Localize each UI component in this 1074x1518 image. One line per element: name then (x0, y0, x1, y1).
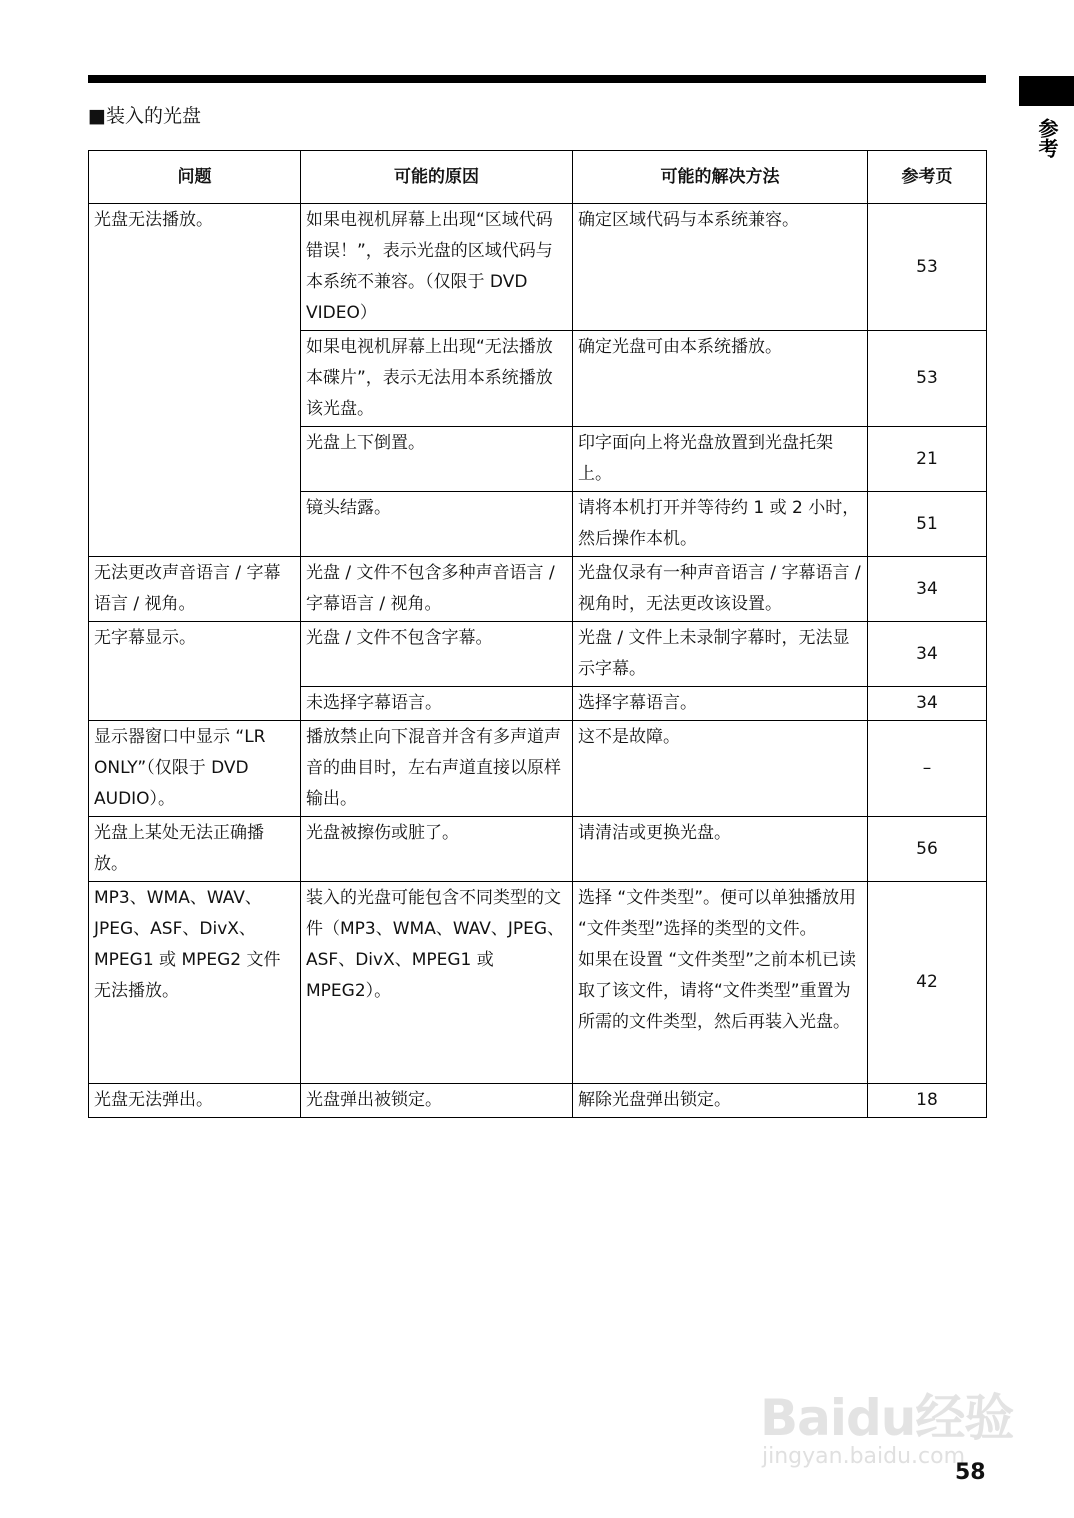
ref-cell: 53 (868, 331, 987, 427)
cause-cell: 光盘 / 文件不包含多种声音语言 / 字幕语言 / 视角。 (301, 557, 573, 622)
table-row (89, 1084, 987, 1118)
ref-cell: – (868, 721, 987, 817)
solution-paragraph: 选择 “文件类型”。便可以单独播放用 “文件类型”选择的类型的文件。 (578, 888, 857, 939)
side-tab (1019, 76, 1074, 106)
problem-cell: MP3、WMA、WAV、JPEG、ASF、DivX、MPEG1 或 MPEG2 文件无法播放。 (89, 882, 301, 1084)
ref-cell: 18 (868, 1084, 987, 1118)
cause-cell: 光盘 / 文件不包含字幕。 (301, 622, 573, 687)
cause-cell: 装入的光盘可能包含不同类型的文件（MP3、WMA、WAV、JPEG、ASF、DivX、MPEG1 或 MPEG2）。 (301, 882, 573, 1084)
cause-cell: 光盘弹出被锁定。 (301, 1084, 573, 1118)
ref-cell: 34 (868, 622, 987, 687)
solution-cell: 光盘仅录有一种声音语言 / 字幕语言 / 视角时，无法更改该设置。 (573, 557, 868, 622)
solution-cell: 确定光盘可由本系统播放。 (573, 331, 868, 427)
solution-cell: 印字面向上将光盘放置到光盘托架上。 (573, 427, 868, 492)
side-label: 参考 (1035, 118, 1059, 158)
solution-cell: 这不是故障。 (573, 721, 868, 817)
problem-cell: 光盘上某处无法正确播放。 (89, 817, 301, 882)
table-row (89, 622, 987, 687)
ref-cell: 21 (868, 427, 987, 492)
table-row (89, 721, 987, 817)
ref-cell: 56 (868, 817, 987, 882)
table-row (89, 817, 987, 882)
problem-cell: 光盘无法播放。 (89, 204, 301, 557)
troubleshooting-table (88, 150, 987, 1118)
cause-cell: 镜头结露。 (301, 492, 573, 557)
cause-cell: 光盘上下倒置。 (301, 427, 573, 492)
watermark-logo: Baidu经验 (760, 1389, 1014, 1447)
cause-cell: 如果电视机屏幕上出现“区域代码错误！”，表示光盘的区域代码与本系统不兼容。（仅限于 DVD VIDEO） (301, 204, 573, 331)
solution-cell: 选择字幕语言。 (573, 687, 868, 721)
ref-cell: 34 (868, 557, 987, 622)
problem-cell: 显示器窗口中显示 “LR ONLY”（仅限于 DVD AUDIO）。 (89, 721, 301, 817)
table-header-row (89, 151, 987, 204)
table-row (89, 882, 987, 1084)
ref-cell: 53 (868, 204, 987, 331)
header-solution: 可能的解决方法 (573, 151, 868, 204)
cause-cell: 光盘被擦伤或脏了。 (301, 817, 573, 882)
header-ref: 参考页 (868, 151, 987, 204)
ref-cell: 51 (868, 492, 987, 557)
header-problem: 问题 (89, 151, 301, 204)
top-rule (88, 75, 986, 83)
header-cause: 可能的原因 (301, 151, 573, 204)
table-row (89, 204, 987, 331)
cause-cell: 未选择字幕语言。 (301, 687, 573, 721)
page-number: 58 (955, 1460, 986, 1485)
cause-cell: 如果电视机屏幕上出现“无法播放本碟片”，表示无法用本系统播放该光盘。 (301, 331, 573, 427)
section-title: ■装入的光盘 (88, 105, 201, 127)
problem-cell: 无法更改声音语言 / 字幕语言 / 视角。 (89, 557, 301, 622)
cause-cell: 播放禁止向下混音并含有多声道声音的曲目时，左右声道直接以原样输出。 (301, 721, 573, 817)
solution-cell (573, 882, 868, 1084)
table-row (89, 557, 987, 622)
solution-paragraph: 如果在设置 “文件类型”之前本机已读取了该文件，请将“文件类型”重置为所需的文件类型，然后再装入光盘。 (578, 950, 857, 1032)
solution-cell: 解除光盘弹出锁定。 (573, 1084, 868, 1118)
ref-cell: 34 (868, 687, 987, 721)
problem-cell: 光盘无法弹出。 (89, 1084, 301, 1118)
baidu-watermark (740, 1350, 1030, 1480)
watermark-url: jingyan.baidu.com (762, 1444, 966, 1469)
solution-cell: 请清洁或更换光盘。 (573, 817, 868, 882)
solution-cell: 请将本机打开并等待约 1 或 2 小时，然后操作本机。 (573, 492, 868, 557)
problem-cell: 无字幕显示。 (89, 622, 301, 721)
solution-cell: 确定区域代码与本系统兼容。 (573, 204, 868, 331)
ref-cell: 42 (868, 882, 987, 1084)
solution-cell: 光盘 / 文件上未录制字幕时，无法显示字幕。 (573, 622, 868, 687)
